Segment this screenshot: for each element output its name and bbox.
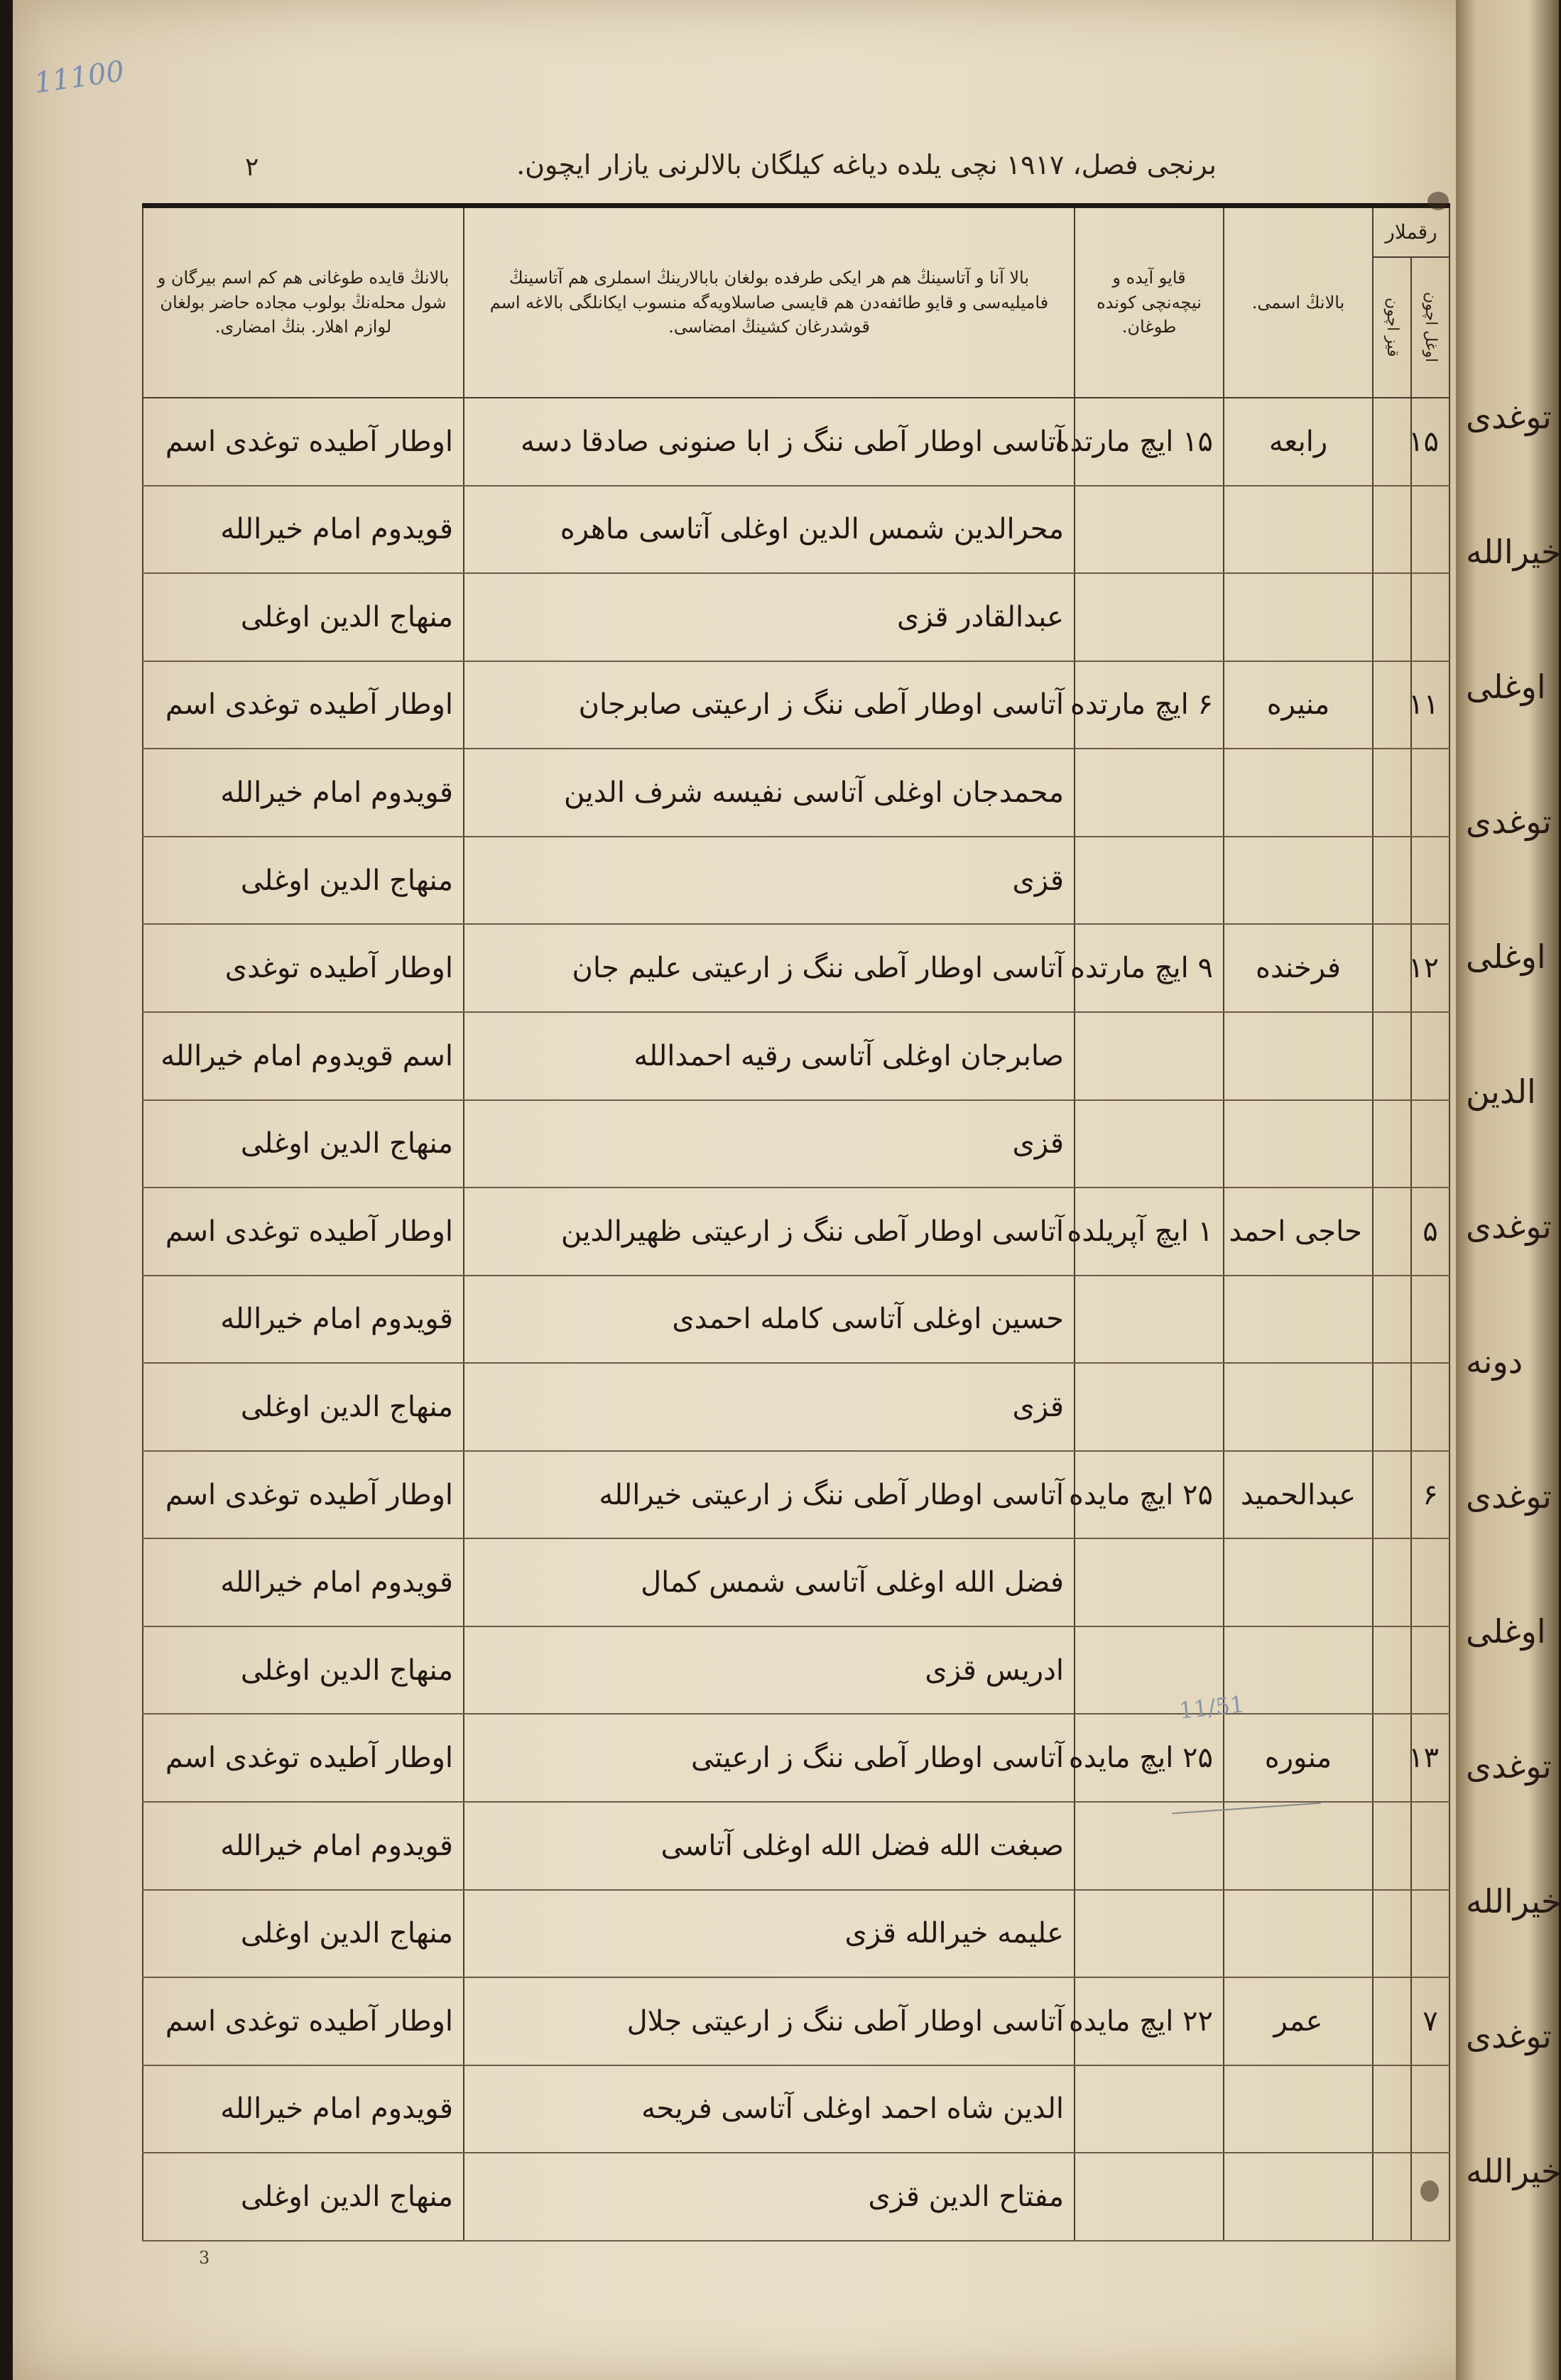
boys-number-header: اوغل اچون — [1411, 257, 1450, 398]
birth-date-cell: ۲۵ ایچ مایده — [1075, 1714, 1224, 1802]
child-name-cell: عمر — [1224, 1977, 1373, 2065]
birth-date-cell: ۱ ایچ آپریلده — [1075, 1188, 1224, 1276]
girls-number-cell — [1411, 1538, 1450, 1626]
table-row — [143, 1363, 1450, 1451]
birth-date-cell: ۲۲ ایچ مایده — [1075, 1977, 1224, 2065]
child-name-cell — [1224, 1802, 1373, 1890]
parents-column-header: بالا آنا و آتاسینڭ هم هر ایکی طرفده بولغان بابالارینڭ اسملری هم آتاسینڭ فامیلیه‌سی و قایو طائفه‌دن هم قایسی صاسلاویه‌گه منسوب ایکانلگی بالاغه اسم قوشدرغان کشینڭ امضاسی. — [464, 206, 1075, 398]
adjacent-page-edge — [1456, 0, 1559, 2380]
girls-number-header: قیز اچون — [1373, 257, 1411, 398]
girls-number-cell — [1411, 573, 1450, 661]
witness-cell: قویدوم امام خیرالله — [143, 1538, 464, 1626]
adjacent-page-text: توغدی — [1466, 803, 1552, 841]
adjacent-page-text: توغدی — [1466, 2017, 1552, 2055]
ink-stain — [1420, 2180, 1439, 2202]
boys-number-cell — [1373, 2065, 1411, 2153]
table-row — [143, 1451, 1450, 1539]
birth-date-cell — [1075, 2065, 1224, 2153]
witness-cell: منهاج الدین اوغلی — [143, 837, 464, 925]
name-column-header: بالانڭ اسمی. — [1224, 206, 1373, 398]
child-name-cell: فرخنده — [1224, 924, 1373, 1012]
girls-number-cell: ۱۲ — [1411, 924, 1450, 1012]
table-row — [143, 1100, 1450, 1188]
register-entries — [143, 398, 1450, 2241]
child-name-cell — [1224, 1538, 1373, 1626]
birth-date-cell — [1075, 1276, 1224, 1364]
witness-cell: قویدوم امام خیرالله — [143, 749, 464, 837]
witness-cell: منهاج الدین اوغلی — [143, 1890, 464, 1978]
numbers-header: رقملار — [1373, 206, 1450, 258]
girls-number-cell: ۷ — [1411, 1977, 1450, 2065]
birth-date-cell — [1075, 749, 1224, 837]
birth-date-cell: ۱۵ ایچ مارتده — [1075, 398, 1224, 486]
birth-date-cell — [1075, 486, 1224, 574]
girls-number-cell — [1411, 1626, 1450, 1715]
girls-number-cell: ۱۳ — [1411, 1714, 1450, 1802]
girls-number-cell — [1411, 1363, 1450, 1451]
birth-date-cell — [1075, 1802, 1224, 1890]
parents-cell: عبدالقادر قزی — [464, 573, 1075, 661]
birth-date-cell — [1075, 1363, 1224, 1451]
child-name-cell — [1224, 573, 1373, 661]
parents-cell: آتاسی اوطار آطی ننگ ز ارعیتی خیرالله — [464, 1451, 1075, 1539]
table-row — [143, 1714, 1450, 1802]
girls-number-cell — [1411, 1012, 1450, 1100]
boys-number-cell — [1373, 1276, 1411, 1364]
witness-cell: اوطار آطیده توغدی اسم — [143, 1188, 464, 1276]
girls-number-cell — [1411, 2065, 1450, 2153]
girls-number-cell — [1411, 486, 1450, 574]
parents-cell: آتاسی اوطار آطی ننگ ز ارعیتی صابرجان — [464, 661, 1075, 749]
witness-cell: منهاج الدین اوغلی — [143, 573, 464, 661]
boys-number-cell — [1373, 1451, 1411, 1539]
adjacent-page-text: خیرالله — [1466, 2152, 1561, 2190]
girls-number-cell — [1411, 1276, 1450, 1364]
ink-stain — [1427, 192, 1449, 210]
witness-cell: منهاج الدین اوغلی — [143, 1626, 464, 1715]
child-name-cell: حاجی احمد — [1224, 1188, 1373, 1276]
parents-cell: آتاسی اوطار آطی ننگ ز ارعیتی ظهیرالدین — [464, 1188, 1075, 1276]
adjacent-page-text: خیرالله — [1466, 533, 1561, 571]
parents-cell: آتاسی اوطار آطی ننگ ز ارعیتی جلال — [464, 1977, 1075, 2065]
girls-number-cell — [1411, 749, 1450, 837]
adjacent-page-text: اوغلی — [1466, 1612, 1546, 1651]
boys-number-cell — [1373, 749, 1411, 837]
boys-number-cell — [1373, 1626, 1411, 1715]
girls-number-cell: ۵ — [1411, 1188, 1450, 1276]
parents-cell: آتاسی اوطار آطی ننگ ز ابا صنونی صادقا دسه — [464, 398, 1075, 486]
child-name-cell — [1224, 1100, 1373, 1188]
witness-cell: اوطار آطیده توغدی — [143, 924, 464, 1012]
parents-cell: آتاسی اوطار آطی ننگ ز ارعیتی علیم جان — [464, 924, 1075, 1012]
birth-date-cell — [1075, 573, 1224, 661]
child-name-cell — [1224, 749, 1373, 837]
birth-date-cell — [1075, 1012, 1224, 1100]
pencil-note: 11/51 — [1177, 1690, 1246, 1724]
girls-number-cell — [1411, 1100, 1450, 1188]
birth-date-cell — [1075, 1538, 1224, 1626]
parents-cell: علیمه خیرالله قزی — [464, 1890, 1075, 1978]
boys-number-cell — [1373, 661, 1411, 749]
table-row — [143, 1012, 1450, 1100]
date-column-header: قایو آیده و نیچه‌نچی کونده طوغان. — [1075, 206, 1224, 398]
adjacent-page-text: توغدی — [1466, 1477, 1552, 1516]
adjacent-page-text: خیرالله — [1466, 1882, 1561, 1920]
child-name-cell: عبدالحمید — [1224, 1451, 1373, 1539]
witness-cell: قویدوم امام خیرالله — [143, 2065, 464, 2153]
table-row — [143, 398, 1450, 486]
birth-date-cell — [1075, 1100, 1224, 1188]
boys-number-cell — [1373, 1977, 1411, 2065]
witness-cell: منهاج الدین اوغلی — [143, 2153, 464, 2241]
boys-number-cell — [1373, 1363, 1411, 1451]
parents-cell: صابرجان اوغلی آتاسی رقیه احمدالله — [464, 1012, 1075, 1100]
boys-number-cell — [1373, 573, 1411, 661]
table-row — [143, 1802, 1450, 1890]
table-row — [143, 661, 1450, 749]
boys-number-cell — [1373, 1890, 1411, 1978]
witness-cell: قویدوم امام خیرالله — [143, 1276, 464, 1364]
table-row — [143, 573, 1450, 661]
boys-number-cell — [1373, 1714, 1411, 1802]
child-name-cell — [1224, 1012, 1373, 1100]
table-row — [143, 837, 1450, 925]
table-row — [143, 1538, 1450, 1626]
witness-cell: اوطار آطیده توغدی اسم — [143, 1451, 464, 1539]
table-row — [143, 1276, 1450, 1364]
parents-cell: حسین اوغلی آتاسی کامله احمدی — [464, 1276, 1075, 1364]
table-row — [143, 2065, 1450, 2153]
child-name-cell — [1224, 1363, 1373, 1451]
boys-number-cell — [1373, 1802, 1411, 1890]
archive-number: 11100 — [32, 55, 126, 100]
birth-date-cell: ۶ ایچ مارتده — [1075, 661, 1224, 749]
witness-cell: اوطار آطیده توغدی اسم — [143, 661, 464, 749]
table-row — [143, 1890, 1450, 1978]
witness-cell: منهاج الدین اوغلی — [143, 1100, 464, 1188]
boys-number-cell — [1373, 1538, 1411, 1626]
table-row — [143, 1626, 1450, 1715]
parents-cell: آتاسی اوطار آطی ننگ ز ارعیتی — [464, 1714, 1075, 1802]
witness-column-header: بالانڭ قایده طوغانی هم کم اسم بیرگان و شول محله‌نڭ بولوب مجاده حاضر بولغان لوازم اهلار. بنڭ امضاری. — [143, 206, 464, 398]
girls-number-cell — [1411, 837, 1450, 925]
child-name-cell — [1224, 2153, 1373, 2241]
witness-cell: اوطار آطیده توغدی اسم — [143, 398, 464, 486]
child-name-cell — [1224, 837, 1373, 925]
witness-cell: قویدوم امام خیرالله — [143, 486, 464, 574]
child-name-cell — [1224, 1276, 1373, 1364]
table-row — [143, 924, 1450, 1012]
birth-date-cell — [1075, 837, 1224, 925]
adjacent-page-text: دونه — [1466, 1342, 1523, 1381]
boys-number-cell — [1373, 924, 1411, 1012]
table-row — [143, 749, 1450, 837]
parents-cell: الدین شاه احمد اوغلی آتاسی فریحه — [464, 2065, 1075, 2153]
girls-number-cell — [1411, 1802, 1450, 1890]
birth-register-table — [142, 203, 1450, 2242]
boys-number-cell — [1373, 1188, 1411, 1276]
boys-number-cell — [1373, 398, 1411, 486]
birth-date-cell — [1075, 1890, 1224, 1978]
footer-number: 3 — [199, 2248, 210, 2268]
witness-cell: اوطار آطیده توغدی اسم — [143, 1977, 464, 2065]
table-row — [143, 486, 1450, 574]
boys-number-cell — [1373, 1012, 1411, 1100]
table-row — [143, 1188, 1450, 1276]
child-name-cell: رابعه — [1224, 398, 1373, 486]
parents-cell: صبغت الله فضل الله اوغلی آتاسی — [464, 1802, 1075, 1890]
boys-number-cell — [1373, 486, 1411, 574]
witness-cell: قویدوم امام خیرالله — [143, 1802, 464, 1890]
boys-number-cell — [1373, 2153, 1411, 2241]
parents-cell: فضل الله اوغلی آتاسی شمس کمال — [464, 1538, 1075, 1626]
child-name-cell — [1224, 486, 1373, 574]
parents-cell: مفتاح الدین قزی — [464, 2153, 1075, 2241]
adjacent-page-text: توغدی — [1466, 1207, 1552, 1246]
parents-cell: ادریس قزی — [464, 1626, 1075, 1715]
girls-number-cell: ۱۱ — [1411, 661, 1450, 749]
birth-date-cell: ۲۵ ایچ مایده — [1075, 1451, 1224, 1539]
child-name-cell — [1224, 1626, 1373, 1715]
girls-number-cell: ۶ — [1411, 1451, 1450, 1539]
parents-cell: قزی — [464, 1363, 1075, 1451]
parents-cell: قزی — [464, 1100, 1075, 1188]
adjacent-page-text: اوغلی — [1466, 668, 1546, 706]
witness-cell: اوطار آطیده توغدی اسم — [143, 1714, 464, 1802]
witness-cell: منهاج الدین اوغلی — [143, 1363, 464, 1451]
child-name-cell: منوره — [1224, 1714, 1373, 1802]
birth-date-cell — [1075, 2153, 1224, 2241]
child-name-cell: منیره — [1224, 661, 1373, 749]
table-row — [143, 1977, 1450, 2065]
girls-number-cell — [1411, 1890, 1450, 1978]
birth-date-cell: ۹ ایچ مارتده — [1075, 924, 1224, 1012]
parents-cell: قزی — [464, 837, 1075, 925]
adjacent-page-text: اوغلی — [1466, 938, 1546, 976]
page-title: برنجی فصل، ۱۹۱۷ نچی یلده دیاغه کیلگان بالالرنی یازار ایچون. — [516, 149, 1217, 180]
parents-cell: محمدجان اوغلی آتاسی نفیسه شرف الدین — [464, 749, 1075, 837]
witness-cell: اسم قویدوم امام خیرالله — [143, 1012, 464, 1100]
adjacent-page-text: توغدی — [1466, 1747, 1552, 1786]
boys-number-cell — [1373, 1100, 1411, 1188]
adjacent-page-text: الدین — [1466, 1072, 1536, 1111]
table-row — [143, 2153, 1450, 2241]
adjacent-page-text: توغدی — [1466, 398, 1552, 436]
girls-number-cell: ۱۵ — [1411, 398, 1450, 486]
boys-number-cell — [1373, 837, 1411, 925]
page-number: ۲ — [245, 153, 259, 182]
parents-cell: محرالدین شمس الدین اوغلی آتاسی ماهره — [464, 486, 1075, 574]
child-name-cell — [1224, 2065, 1373, 2153]
child-name-cell — [1224, 1890, 1373, 1978]
